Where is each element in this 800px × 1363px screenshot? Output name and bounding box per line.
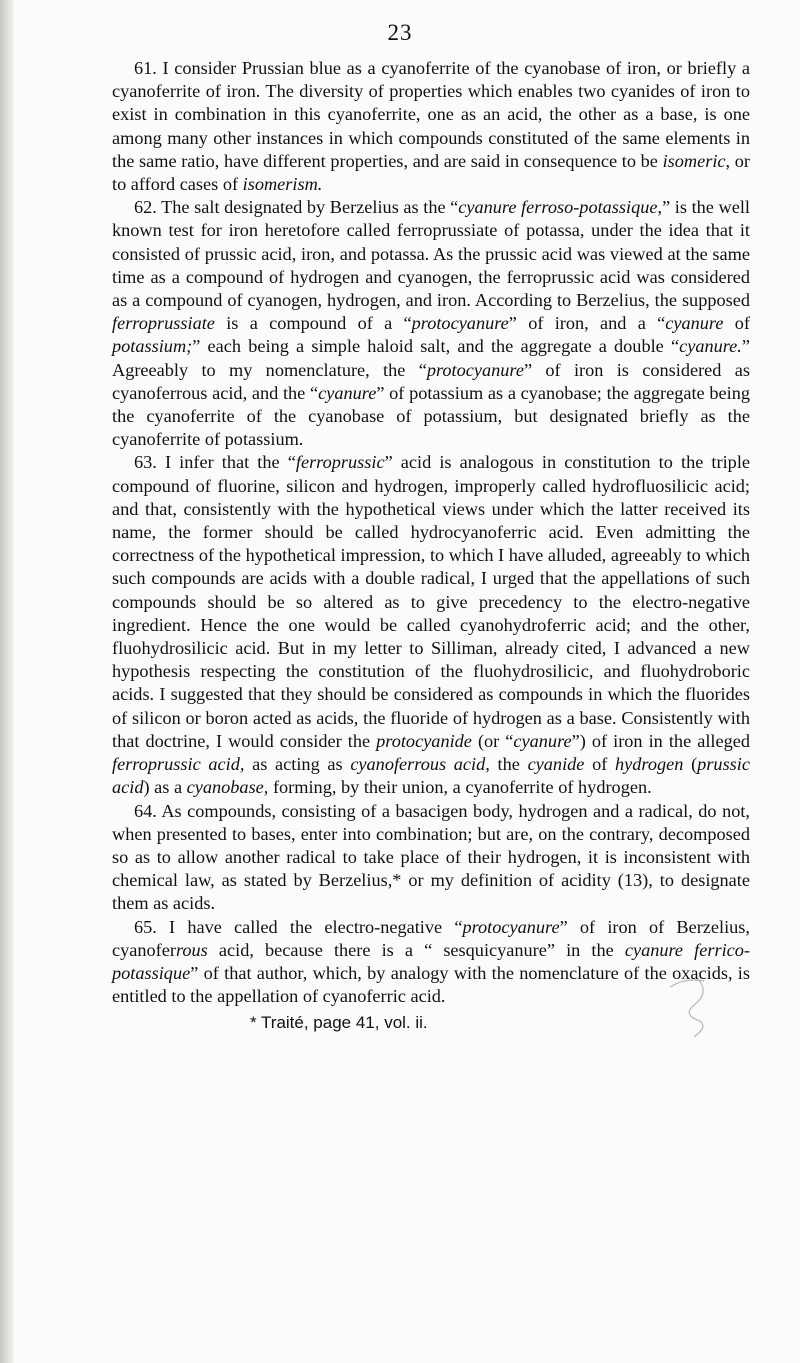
text-run: I have called the electro-negative “ [156, 916, 463, 937]
italic-term: protocyanure [462, 916, 560, 937]
text-run: I consider Prussian blue as a cyanoferrite of the cyanobase of iron, or briefly a cyanoferrite of iron. The diversity of properties which enables two cyanides of iron to exist in combination in this cyanoferrite, one as an acid, the other as a base, is one among many other instances in which compounds constituted of the same elements in the same ratio, have different properties, and are said in consequence to be [112, 58, 750, 171]
italic-term: cyanure [318, 382, 377, 403]
footnote: * Traité, page 41, vol. ii. [250, 1013, 428, 1032]
page-gutter-shadow [0, 0, 14, 1363]
text-run: , or to afford cases of [112, 150, 750, 195]
text-run: I infer that the “ [156, 452, 296, 473]
text-run: ,” is the well known test for iron heretofore called ferroprussiate of potassa, under the idea that it consisted of prussic acid, iron, and potassa. As the prussic acid was viewed at the same time as a compound of hydrogen and cyanogen, the ferroprussic acid was considered as a compound of cyanogen, hydrogen, and iron. According to Berzelius, the supposed [112, 197, 750, 311]
page-number: 23 [387, 20, 413, 45]
text-run: is a compound of a “ [214, 313, 412, 334]
text-run: ” of iron, and a “ [508, 313, 666, 334]
italic-term: ferroprussic acid, [112, 754, 245, 775]
italic-term: isomerism. [242, 174, 323, 195]
italic-term: protocyanide [376, 730, 472, 751]
paragraph [112, 196, 750, 451]
text-run: ” of potassium as a cyanobase; the aggregate being the cyanoferrite of the cyanobase of potassium, but designated briefly as the cyanoferrite of potassium. [112, 382, 750, 450]
text-run: ” Agreeably to my nomenclature, the “ [112, 336, 750, 380]
text-run: of [584, 754, 616, 775]
italic-term: isomeric [662, 150, 726, 171]
italic-term: cyanure ferrico-potassique [112, 939, 750, 983]
paragraph [112, 57, 750, 196]
italic-term: cyanobase, [186, 777, 269, 798]
italic-term: ferroprussiate [112, 313, 215, 334]
paragraph-number: 63. [134, 452, 157, 473]
italic-term: protocyanure [426, 359, 524, 380]
italic-term: cyanure [665, 313, 724, 334]
paragraph-number: 65. [134, 916, 157, 937]
body-text [112, 57, 750, 1008]
pencil-mark-icon [664, 975, 714, 1045]
italic-term: cyanure ferroso-potassique [458, 197, 658, 218]
paragraph [112, 800, 750, 916]
text-run: ” each being a simple haloid salt, and the aggregate a double “ [192, 336, 680, 357]
text-run: The salt designated by Berzelius as the “ [156, 197, 459, 218]
text-run: ” of that author, which, by analogy with the nomenclature of the oxacids, is entitled to the appellation of cyanoferric acid. [112, 962, 750, 1007]
text-run: forming, by their union, a cyanoferrite of hydrogen. [268, 777, 652, 798]
text-run: As compounds, consisting of a basacigen body, hydrogen and a radical, do not, when presented to bases, enter into combination; but are, on the contrary, decomposed so as to allow another radical to take place of their hydrogen, it is inconsistent with chemical law, as stated by Berzelius,* or my definition of acidity (13), to designate them as acids. [112, 800, 750, 914]
italic-term: protocyanure [411, 313, 509, 334]
text-run: ( [683, 754, 698, 775]
italic-term: cyanoferrous acid, [350, 754, 490, 775]
text-run: ” of iron is considered as cyanoferrous acid, and the “ [112, 359, 750, 403]
text-run: ” of iron of Berzelius, cyanofer [112, 916, 750, 960]
text-run: (or “ [471, 730, 514, 751]
text-run: as acting as [244, 754, 351, 775]
paragraph [112, 916, 750, 1009]
text-run: ” acid is analogous in constitution to the triple compound of fluorine, silicon and hydrogen, improperly called hydrofluosilicic acid; and that, consistently with the hypothetical views under which the latter received its name, the former should be called hydrocyanoferric acid. Even admitting the correctness of the hypothetical impression, to which I have alluded, agreeably to which such compounds are acids with a double radical, I urged that the appellations of such compounds should be so altered as to give precedency to the electro-negative ingredient. Hence the one would be called cyanohydroferric acid; and the other, fluohydrosilicic acid. But in my letter to Silliman, already cited, I advanced a new hypothesis respecting the constitution of the fluohydrosilicic, and fluohydroboric acids. I suggested that they should be considered as compounds in which the fluorides of silicon or boron acted as acids, the fluoride of hydrogen as a base. Consistently with that doctrine, I would consider the [112, 452, 751, 751]
paragraph-number: 61. [134, 58, 157, 78]
paragraph-number: 62. [134, 197, 157, 218]
text-run: acid, because there is a “ sesquicyanure” in the [207, 939, 625, 960]
italic-term: rous [175, 939, 208, 960]
text-run: of [723, 313, 750, 334]
italic-term: ferroprussic [295, 452, 385, 473]
text-run: ) as a [143, 777, 187, 798]
italic-term: potassium; [112, 336, 193, 357]
italic-term: hydrogen [615, 754, 684, 775]
paragraph [112, 451, 750, 799]
text-run: the [489, 754, 528, 775]
italic-term: cyanure. [679, 336, 742, 357]
italic-term: cyanide [527, 754, 585, 775]
text-run: ”) of iron in the alleged [571, 730, 750, 751]
paragraph-number: 64. [134, 800, 157, 821]
italic-term: cyanure [513, 730, 572, 751]
italic-term: prussic acid [112, 754, 750, 798]
